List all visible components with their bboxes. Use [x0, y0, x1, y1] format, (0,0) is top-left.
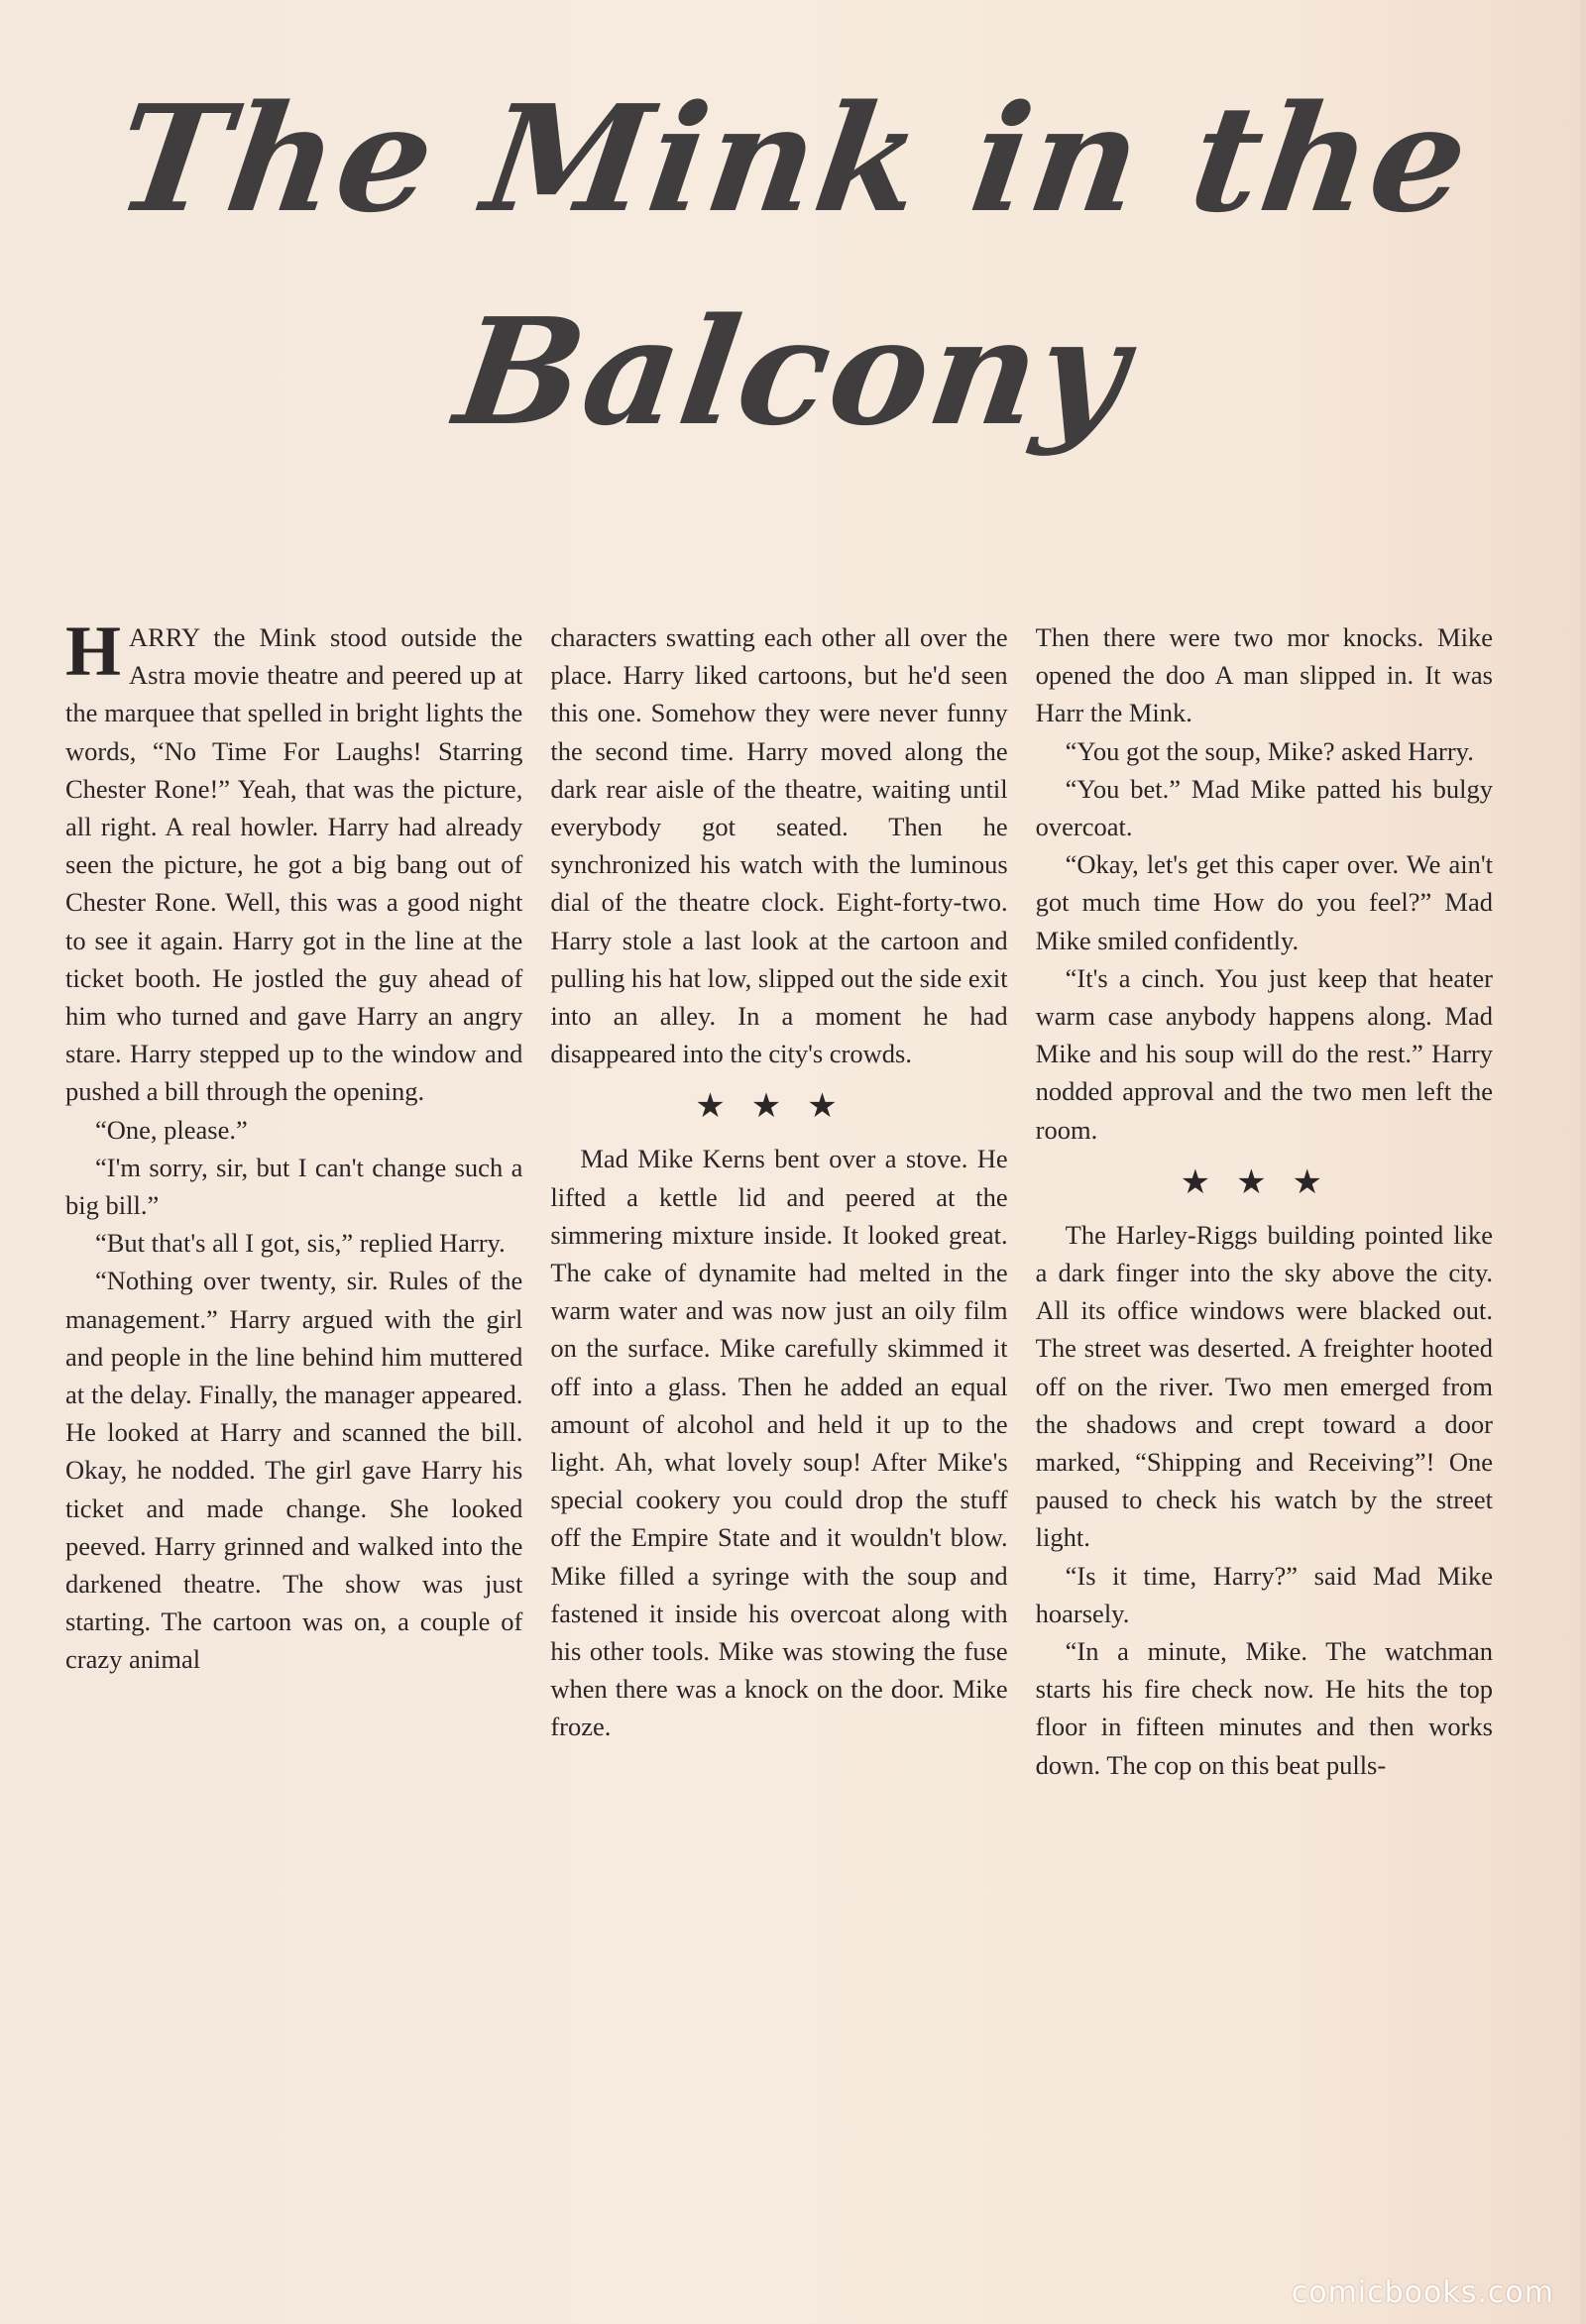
column-2	[550, 618, 1007, 2036]
paragraph: “One, please.”	[95, 1114, 248, 1145]
title-line-2: Balcony	[446, 285, 1140, 458]
paragraph: “Okay, let's get this caper over. We ain't got much time How do you feel?” Mad Mike smiled confidently.	[1035, 849, 1493, 955]
page-edge	[1580, 0, 1586, 2324]
paragraph: characters swatting each other all over the place. Harry liked cartoons, but he'd seen this one. Somehow they were never funny the second time. Harry moved along the dark rear aisle of the theatre, waiting until everybody got seated. Then he synchronized his watch with the luminous dial of the theatre clock. Eight-forty-two. Harry stole a last look at the cartoon and pulling his hat low, slipped out the side exit into an alley. In a moment he had disappeared into the city's crowds.	[550, 622, 1008, 1069]
paragraph: Then there were two mor knocks. Mike opened the doo A man slipped in. It was Harr the Mink.	[1035, 622, 1493, 728]
section-break-stars: ★★★	[1180, 1163, 1349, 1201]
drop-cap: H	[65, 611, 122, 691]
story-title	[59, 50, 1527, 476]
paragraph: “You bet.” Mad Mike patted his bulgy overcoat.	[1035, 773, 1493, 842]
paragraph: “It's a cinch. You just keep that heater warm case anybody happens along. Mad Mike and his soup will do the rest.” Harry nodded approval and the two men left the room.	[1035, 962, 1493, 1145]
paragraph: Mad Mike Kerns bent over a stove. He lifted a kettle lid and peered at the simmering mixture inside. It looked great. The cake of dynamite had melted in the warm water and was now just an oily film on the surface. Mike carefully skimmed it off into a glass. Then he added an equal amount of alcohol and held it up to the light. Ah, what lovely soup! After Mike's special cookery you could drop the stuff off the Empire State and it wouldn't blow. Mike filled a syringe with the soup and fastened it inside his overcoat along with his other tools. Mike was stowing the fuse when there was a knock on the door. Mike froze.	[550, 1144, 1008, 1742]
paragraph: “Nothing over twenty, sir. Rules of the management.” Harry argued with the girl and people in the line behind him muttered at the delay. Finally, the manager appeared. He looked at Harry and scanned the bill. Okay, he nodded. The girl gave Harry his ticket and made change. She looked peeved. Harry grinned and walked into the darkened theatre. The show was just starting. The cartoon was on, a couple of crazy animal	[65, 1266, 523, 1675]
paragraph: “In a minute, Mike. The watchman starts his fire check now. He hits the top floor in fifteen minutes and then works down. The cop on this beat pulls-	[1035, 1636, 1493, 1780]
paragraph: “I'm sorry, sir, but I can't change such a big bill.”	[65, 1152, 523, 1221]
paragraph-text: ARRY the Mink stood outside the Astra movie theatre and peered up at the marquee that spelled in bright lights the words, “No Time For Laughs! Starring Chester Rone!” Yeah, that was the picture, all right. A real howler. Harry had already seen the picture, he got a big bang out of Chester Rone. Well, this was a good night to see it again. Harry got in the line at the ticket booth. He jostled the guy ahead of him who turned and gave Harry an angry stare. Harry stepped up to the window and pushed a bill through the opening.	[65, 622, 523, 1107]
paragraph: “But that's all I got, sis,” replied Harry.	[95, 1228, 506, 1259]
paragraph: “You got the soup, Mike? asked Harry.	[1065, 735, 1474, 766]
paragraph	[65, 611, 523, 1111]
title-line-1: The Mink in the	[106, 72, 1480, 245]
section-break-stars: ★★★	[695, 1088, 863, 1126]
paragraph: The Harley-Riggs building pointed like a dark finger into the sky above the city. All its office windows were blacked out. The street was deserted. A freighter hooted off on the river. Two men emerged from the shadows and crept toward a door marked, “Shipping and Receiving”! One paused to check his watch by the street light.	[1035, 1219, 1493, 1553]
site-watermark: comicbooks.com	[1291, 2275, 1554, 2310]
story-columns	[65, 611, 1493, 2036]
paragraph: “Is it time, Harry?” said Mad Mike hoarsely.	[1035, 1560, 1493, 1628]
column-3	[1036, 618, 1493, 2036]
column-1	[65, 611, 523, 2036]
